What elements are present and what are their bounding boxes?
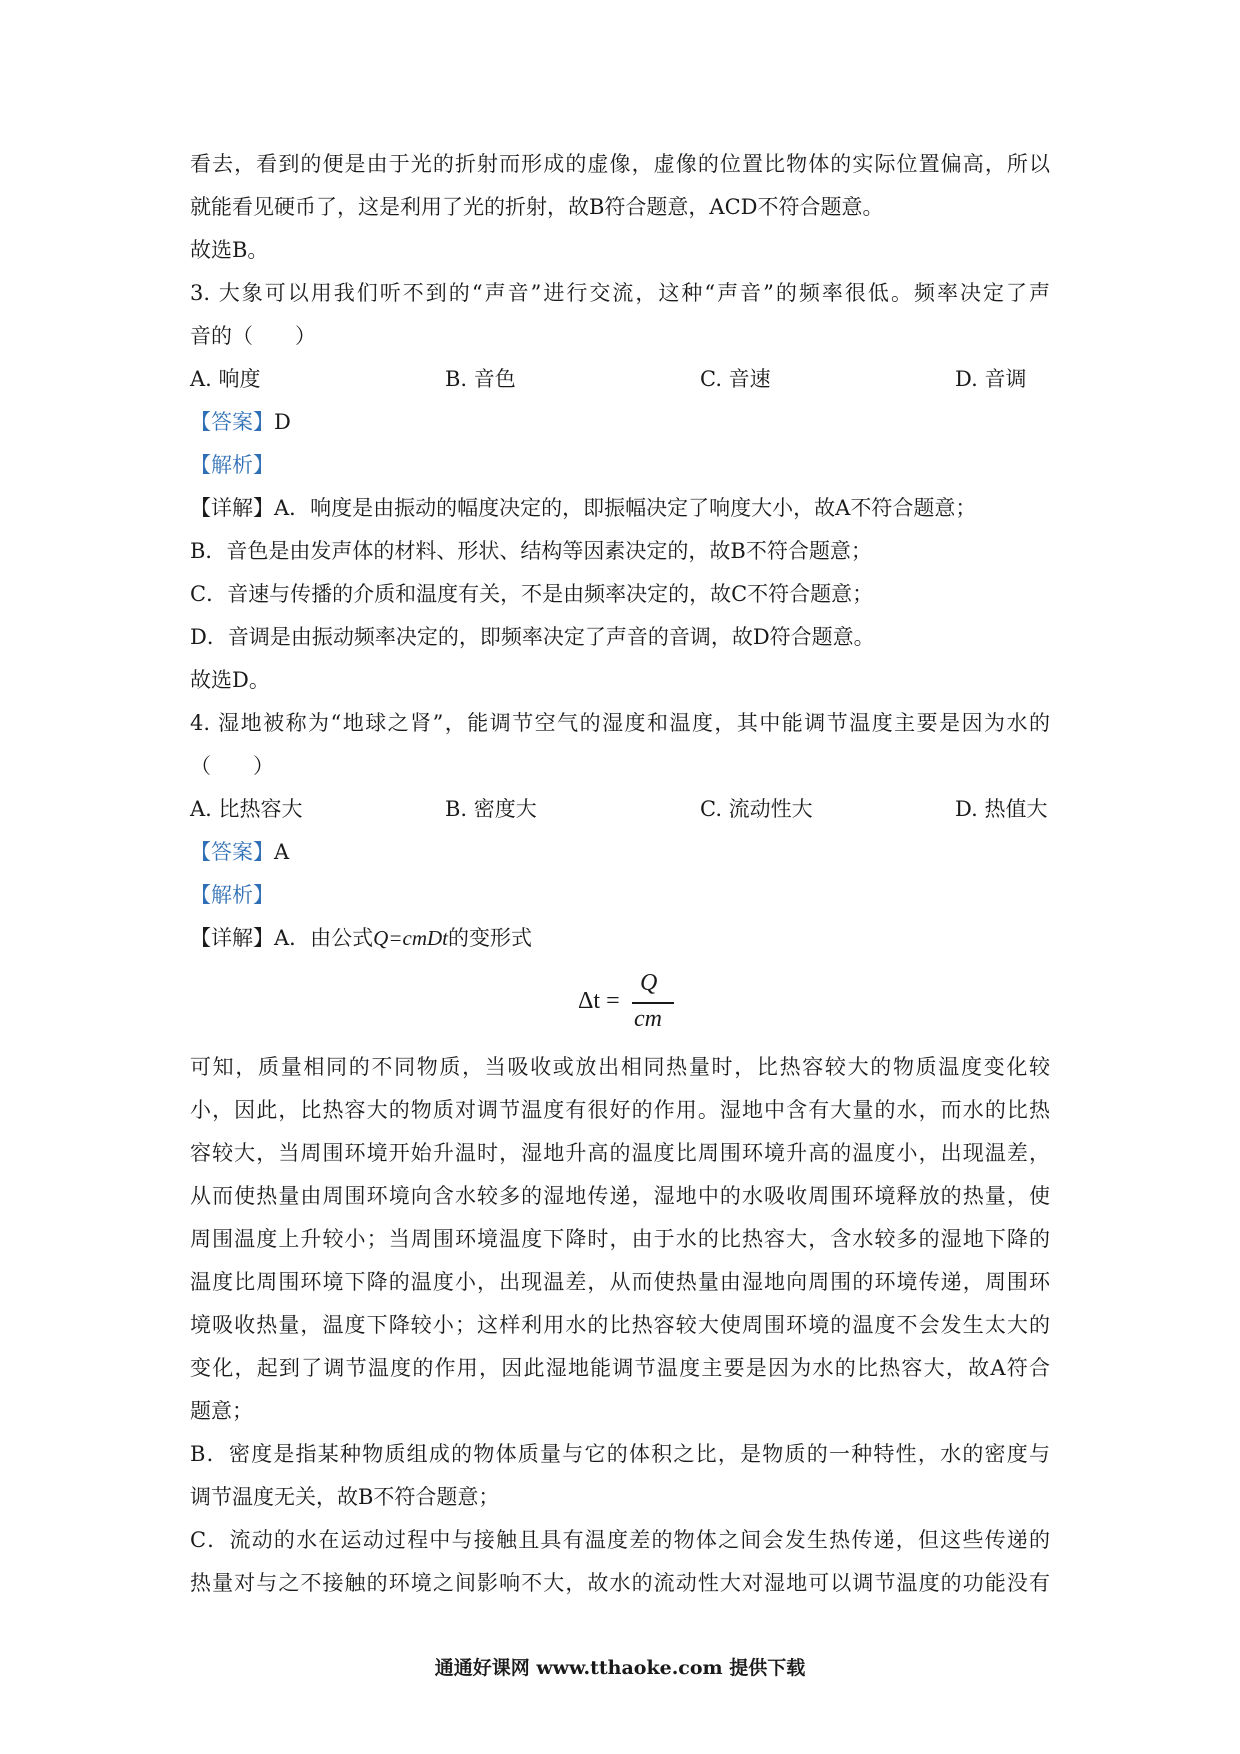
q4-body-line: 从而使热量由周围环境向含水较多的湿地传递，湿地中的水吸收周围环境释放的热量，使 [190,1184,1050,1208]
page-footer: 通通好课网 www.tthaoke.com 提供下载 [434,1657,806,1679]
q4-body-line: C．流动的水在运动过程中与接触且具有温度差的物体之间会发生热传递，但这些传递的 [190,1528,1050,1552]
q4-body-line: 热量对与之不接触的环境之间影响不大，故水的流动性大对湿地可以调节温度的功能没有 [190,1571,1050,1595]
question-4-stem-cont: （ ） [190,754,274,778]
q3-detail-line: B．音色是由发声体的材料、形状、结构等因素决定的，故B不符合题意； [190,539,872,563]
paragraph-line: 看去，看到的便是由于光的折射而形成的虚像，虚像的位置比物体的实际位置偏高，所以 [190,152,1050,176]
q4-body-line: 小，因此，比热容大的物质对调节温度有很好的作用。湿地中含有大量的水，而水的比热 [190,1098,1050,1122]
answer-tag: 【答案】 [190,410,274,434]
q3-option-a: A. 响度 [190,367,261,391]
q4-detail-intro [190,924,1050,952]
question-4-stem: 4. 湿地被称为“地球之肾”，能调节空气的湿度和温度，其中能调节温度主要是因为水的 [190,711,1050,735]
q4-option-b: B. 密度大 [445,797,537,821]
q4-body-line: 周围温度上升较小；当周围环境温度下降时，由于水的比热容大，含水较多的湿地下降的 [190,1227,1050,1251]
detail-text: A．由公式 [274,926,374,950]
q3-conclusion: 故选D。 [190,668,270,692]
q3-option-c: C. 音速 [700,367,771,391]
detail-text: 的变形式 [448,926,532,950]
question-3-stem-cont: 音的（ ） [190,324,316,348]
detail-tag: 【详解】 [190,496,274,520]
detail-tag: 【详解】 [190,926,274,950]
q4-option-c: C. 流动性大 [700,797,813,821]
q4-body-line: 调节温度无关，故B不符合题意； [190,1485,500,1509]
answer-value: A [274,840,290,864]
answer-tag: 【答案】 [190,840,274,864]
formula-denominator: cm [634,1006,662,1032]
display-formula [578,970,678,1040]
answer-value: D [274,410,291,434]
formula-lhs: Δt = [578,988,620,1014]
analysis-tag: 【解析】 [190,453,274,477]
q3-detail-line: C．音速与传播的介质和温度有关，不是由频率决定的，故C不符合题意； [190,582,874,606]
formula-numerator: Q [640,970,658,996]
q4-option-d: D. 热值大 [955,797,1048,821]
conclusion-line: 故选B。 [190,238,269,262]
q4-body-line: 变化，起到了调节温度的作用，因此湿地能调节温度主要是因为水的比热容大，故A符合 [190,1356,1050,1380]
q3-detail-line [190,494,1050,522]
detail-text: A．响度是由振动的幅度决定的，即振幅决定了响度大小，故A不符合题意； [274,496,977,520]
q4-body-line: 容较大，当周围环境开始升温时，湿地升高的温度比周围环境升高的温度小，出现温差， [190,1141,1050,1165]
inline-formula: Q=cmDt [373,926,448,950]
q4-answer [190,838,1050,866]
paragraph-line: 就能看见硬币了，这是利用了光的折射，故B符合题意，ACD不符合题意。 [190,195,884,219]
analysis-tag: 【解析】 [190,883,274,907]
fraction-bar [632,1002,674,1004]
question-3-stem: 3. 大象可以用我们听不到的“声音”进行交流，这种“声音”的频率很低。频率决定了声 [190,281,1050,305]
q4-body-line: 可知，质量相同的不同物质，当吸收或放出相同热量时，比热容较大的物质温度变化较 [190,1055,1050,1079]
q4-body-line: 境吸收热量，温度下降较小；这样利用水的比热容较大使周围环境的温度不会发生太大的 [190,1313,1050,1337]
q4-analysis [190,881,1050,909]
q4-option-a: A. 比热容大 [190,797,303,821]
q3-answer [190,408,1050,436]
q3-option-d: D. 音调 [955,367,1027,391]
q3-analysis [190,451,1050,479]
q4-body-line: 题意； [190,1399,253,1423]
q3-detail-line: D．音调是由振动频率决定的，即频率决定了声音的音调，故D符合题意。 [190,625,875,649]
q4-body-line: B．密度是指某种物质组成的物体质量与它的体积之比，是物质的一种特性，水的密度与 [190,1442,1050,1466]
q3-option-b: B. 音色 [445,367,516,391]
q4-body-line: 温度比周围环境下降的温度小，出现温差，从而使热量由湿地向周围的环境传递，周围环 [190,1270,1050,1294]
